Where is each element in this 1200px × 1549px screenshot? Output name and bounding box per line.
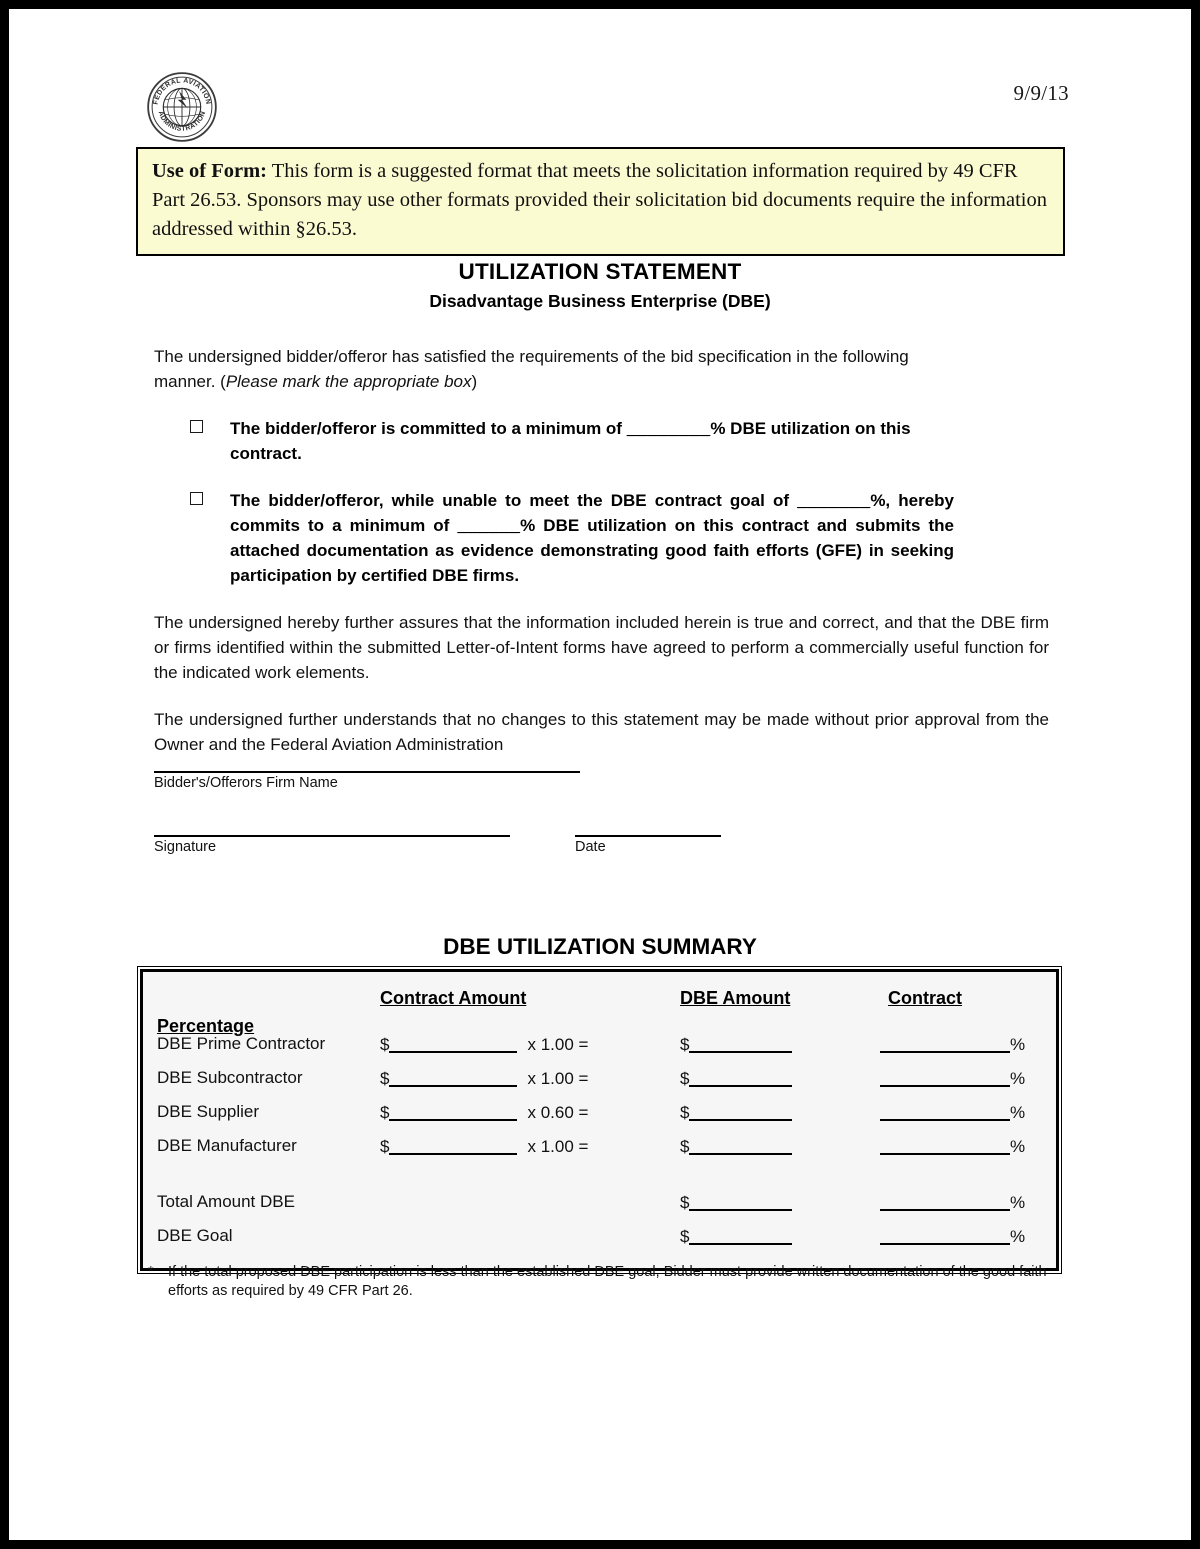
- faa-seal-icon: [146, 71, 218, 143]
- row-label-total-amount-dbe: Total Amount DBE: [157, 1192, 295, 1211]
- use-of-form-paragraph: [152, 157, 1051, 244]
- row-label-dbe-goal: DBE Goal: [157, 1226, 233, 1245]
- row-label-dbe-subcontractor: DBE Subcontractor: [157, 1068, 303, 1087]
- contract-percentage-input-1[interactable]: [880, 1034, 1010, 1053]
- table-row: [143, 1100, 1056, 1134]
- table-row: [143, 1190, 1056, 1224]
- signature-line[interactable]: [154, 835, 510, 837]
- page-subtitle: Disadvantage Business Enterprise (DBE): [429, 291, 771, 311]
- contract-amount-cell-1[interactable]: [380, 1034, 588, 1055]
- empty-checkbox-icon[interactable]: [190, 492, 203, 505]
- date-field[interactable]: [575, 835, 721, 855]
- column-header-percentage: Percentage: [157, 1016, 255, 1036]
- dbe-amount-input-total[interactable]: [689, 1192, 792, 1211]
- percent-symbol: %: [1010, 1193, 1026, 1212]
- signature-label: Signature: [154, 839, 217, 855]
- dbe-amount-input-1[interactable]: [689, 1034, 792, 1053]
- svg-text:FEDERAL AVIATION: FEDERAL AVIATION: [152, 77, 212, 106]
- contract-percentage-cell-1[interactable]: [880, 1034, 1025, 1055]
- dbe-amount-cell-2[interactable]: [680, 1068, 792, 1089]
- currency-symbol: $: [680, 1137, 690, 1156]
- intro-text-italic: Please mark the appropriate box: [225, 371, 472, 391]
- empty-checkbox-icon[interactable]: [190, 420, 203, 433]
- row-label-dbe-supplier: DBE Supplier: [157, 1102, 260, 1121]
- currency-symbol: $: [380, 1035, 390, 1054]
- dbe-amount-input-4[interactable]: [689, 1136, 792, 1155]
- checkbox-option-1-text: [230, 417, 930, 467]
- date-line[interactable]: [575, 835, 721, 837]
- contract-percentage-input-3[interactable]: [880, 1102, 1010, 1121]
- option1-seg3: % DBE utilization on this contract.: [230, 418, 911, 463]
- contract-amount-cell-2[interactable]: [380, 1068, 588, 1089]
- summary-header-row: [143, 980, 1056, 1036]
- date-label: Date: [575, 839, 606, 855]
- dbe-amount-cell-1[interactable]: [680, 1034, 792, 1055]
- document-header: [9, 9, 1191, 139]
- option2-blank-minimum[interactable]: ______: [457, 515, 521, 535]
- checkbox-option-2[interactable]: [154, 489, 1049, 589]
- document-date: 9/9/13: [1013, 81, 1069, 105]
- table-row: [143, 1224, 1056, 1258]
- option1-blank-percent[interactable]: ________: [626, 418, 711, 438]
- contract-amount-cell-4[interactable]: [380, 1136, 588, 1157]
- use-of-form-label: Use of Form:: [152, 160, 267, 182]
- dbe-amount-input-goal[interactable]: [689, 1226, 792, 1245]
- column-header-contract-amount: Contract Amount: [380, 988, 527, 1008]
- summary-title: DBE UTILIZATION SUMMARY: [443, 934, 757, 959]
- footnote-text: If the total proposed DBE participation is less than the established DBE goal, Bidder must provide written documentation of the good faith efforts as required by 49 CFR Part 26.: [168, 1264, 1047, 1300]
- column-header-contract: Contract: [888, 988, 963, 1008]
- firm-name-line[interactable]: [154, 771, 580, 773]
- multiplier-2: x 1.00 =: [527, 1069, 589, 1088]
- dbe-amount-cell-4[interactable]: [680, 1136, 792, 1157]
- footnote-marker: *: [148, 1264, 154, 1280]
- footnote: [148, 1263, 1053, 1301]
- row-label-dbe-prime-contractor: DBE Prime Contractor: [157, 1034, 326, 1053]
- contract-amount-input-1[interactable]: [389, 1034, 517, 1053]
- signature-block: [154, 771, 1054, 855]
- currency-symbol: $: [380, 1103, 390, 1122]
- contract-percentage-input-4[interactable]: [880, 1136, 1010, 1155]
- dbe-amount-cell-3[interactable]: [680, 1102, 792, 1123]
- column-header-dbe-amount: DBE Amount: [680, 988, 791, 1008]
- table-row: [143, 1134, 1056, 1168]
- intro-text-part2: ): [471, 371, 478, 391]
- option1-seg1: The bidder/offeror is committed to a minimum of: [230, 418, 627, 438]
- contract-amount-input-3[interactable]: [389, 1102, 517, 1121]
- firm-name-field[interactable]: [154, 771, 1054, 791]
- signature-spacer: [510, 835, 575, 855]
- dbe-amount-cell-goal[interactable]: [680, 1226, 792, 1247]
- currency-symbol: $: [680, 1069, 690, 1088]
- firm-name-label: Bidder's/Offerors Firm Name: [154, 775, 338, 791]
- option2-seg1: The bidder/offeror, while unable to meet the DBE contract goal of: [230, 490, 798, 510]
- dbe-amount-input-3[interactable]: [689, 1102, 792, 1121]
- assurance-paragraph: The undersigned hereby further assures that the information included herein is true and correct, and that the DBE firm or firms identified within the submitted Letter-of-Intent forms have agreed to perform a commercially useful function for the indicated work elements.: [154, 612, 1049, 682]
- currency-symbol: $: [680, 1227, 690, 1246]
- multiplier-1: x 1.00 =: [527, 1035, 589, 1054]
- percent-symbol: %: [1010, 1103, 1026, 1122]
- dbe-amount-cell-total[interactable]: [680, 1192, 792, 1213]
- contract-amount-input-4[interactable]: [389, 1136, 517, 1155]
- contract-percentage-cell-goal[interactable]: [880, 1226, 1025, 1247]
- contract-percentage-input-goal[interactable]: [880, 1226, 1010, 1245]
- table-row: [143, 1066, 1056, 1100]
- currency-symbol: $: [680, 1035, 690, 1054]
- contract-percentage-cell-total[interactable]: [880, 1192, 1025, 1213]
- dbe-utilization-summary-table: [140, 969, 1059, 1271]
- contract-amount-input-2[interactable]: [389, 1068, 517, 1087]
- checkbox-option-2-text: [230, 489, 954, 589]
- currency-symbol: $: [380, 1069, 390, 1088]
- body-content: [154, 345, 1049, 758]
- intro-paragraph: [154, 345, 944, 395]
- intro-text-part1: The undersigned bidder/offeror has satisfied the requirements of the bid specification in the following manner. (: [154, 347, 909, 391]
- signature-field[interactable]: [154, 835, 510, 855]
- checkbox-option-1[interactable]: [154, 417, 1049, 467]
- currency-symbol: $: [680, 1193, 690, 1212]
- currency-symbol: $: [380, 1137, 390, 1156]
- contract-amount-cell-3[interactable]: [380, 1102, 588, 1123]
- use-of-form-body: This form is a suggested format that meets the solicitation information required by 49 CFR Part 26.53. Sponsors may use other formats provided their solicitation bid documents require the information addressed within §26.53.: [152, 160, 1047, 241]
- contract-percentage-input-2[interactable]: [880, 1068, 1010, 1087]
- document-page: [9, 9, 1191, 1540]
- multiplier-4: x 1.00 =: [527, 1137, 589, 1156]
- percent-symbol: %: [1010, 1069, 1026, 1088]
- percent-symbol: %: [1010, 1137, 1026, 1156]
- no-changes-paragraph: The undersigned further understands that no changes to this statement may be made without prior approval from the Owner and the Federal Aviation Administration: [154, 709, 1049, 754]
- contract-percentage-cell-4[interactable]: [880, 1136, 1025, 1157]
- option2-seg5: % DBE utilization on this contract and submits the attached documentation as evidence demonstrating good faith efforts (GFE) in seeking participation by certified DBE firms.: [230, 515, 954, 585]
- currency-symbol: $: [680, 1103, 690, 1122]
- page-title: UTILIZATION STATEMENT: [458, 259, 742, 284]
- percent-symbol: %: [1010, 1227, 1026, 1246]
- use-of-form-callout: [136, 147, 1065, 256]
- percent-symbol: %: [1010, 1035, 1026, 1054]
- svg-text:ADMINISTRATION: ADMINISTRATION: [156, 110, 208, 133]
- option2-seg3: %, hereby commits to a minimum of: [230, 490, 955, 535]
- title-block: [9, 259, 1191, 312]
- checkbox-option-list: [154, 417, 1049, 589]
- signature-date-row: [154, 835, 1054, 855]
- contract-percentage-input-total[interactable]: [880, 1192, 1010, 1211]
- row-label-dbe-manufacturer: DBE Manufacturer: [157, 1136, 297, 1155]
- multiplier-3: x 0.60 =: [527, 1103, 589, 1122]
- table-row: [143, 1032, 1056, 1066]
- contract-percentage-cell-3[interactable]: [880, 1102, 1025, 1123]
- dbe-amount-input-2[interactable]: [689, 1068, 792, 1087]
- contract-percentage-cell-2[interactable]: [880, 1068, 1025, 1089]
- option2-blank-goal[interactable]: _______: [797, 490, 871, 510]
- table-row-spacer: [143, 1168, 1056, 1190]
